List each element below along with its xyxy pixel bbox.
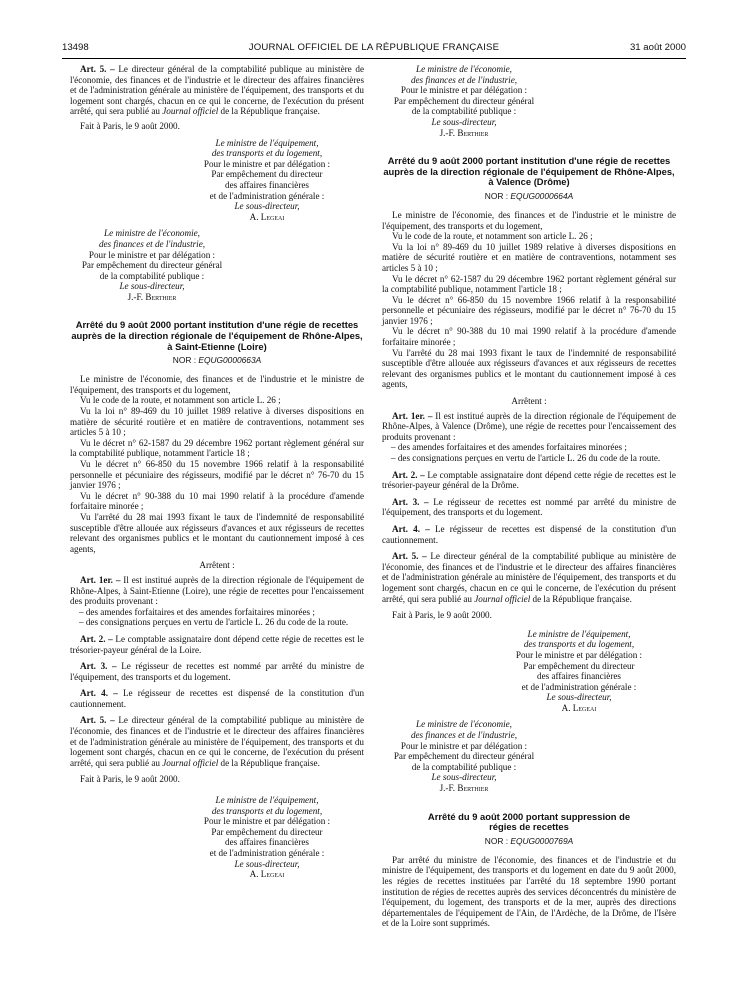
article-4: Art. 4. – Le régisseur de recettes est dispensé de la constitution d'un cautionnement. — [382, 523, 677, 545]
list-item: – des consignations perçues en vertu de l'article L. 26 du code de la route. — [391, 453, 661, 463]
visa: Vu le décret n° 90-388 du 10 mai 1990 relatif à la procédure d'amende forfaitaire minorée ; — [70, 490, 364, 512]
preamble: Le ministre de l'économie, des finances et de l'industrie et le ministre de l'équipement, des transports et du logement, — [382, 209, 676, 231]
signature-equipement: Le ministre de l'équipement, des transports et du logement, Pour le ministre et par délégation : Par empêchement du directeur des affaires financières et de l'administration générale : Le sous-directeur, A. Legeai — [203, 795, 331, 880]
list-item: – des amendes forfaitaires et des amendes forfaitaires minorées ; — [79, 606, 315, 617]
arretent: Arrêtent : — [199, 560, 235, 571]
article-5: Art. 5. – Le directeur général de la comptabilité publique au ministère de l'économie, des finances et de l'industrie et le directeur des affaires financières et de l'administration générale au ministère de l'équipement, des transports et du logement sont chargés, chacun en ce qui le concerne, de l'exécution du présent arrêté, qui sera publié au Journal officiel de la République française. — [382, 551, 676, 604]
issue-date: 31 août 2000 — [629, 42, 686, 53]
visa: Vu le code de la route, et notamment son article L. 26 ; — [80, 395, 281, 406]
page-header — [62, 42, 686, 59]
visa: Vu la loi n° 89-469 du 10 juillet 1989 relative à diverses dispositions en matière de sécurité routière et en matière de contraventions, notamment ses articles 5 à 10 ; — [70, 406, 364, 438]
visa: Vu le décret n° 62-1587 du 29 décembre 1962 portant règlement général sur la comptabilité publique, notamment l'article 18 ; — [382, 273, 676, 295]
article-2: Art. 2. – Le comptable assignataire dont dépend cette régie de recettes est le trésorier-payeur général de la Loire. — [70, 633, 364, 655]
list-item: – des consignations perçues en vertu de l'article L. 26 du code de la route. — [79, 617, 349, 628]
arretent: Arrêtent : — [511, 396, 547, 407]
suppression-text: Par arrêté du ministre de l'économie, des finances et de l'industrie et du ministre de l'équipement, des transports et du logement en date du 9 août 2000, les régies de recettes instituées par l'arrêté du 18 septembre 1990 portant institution de régies de recettes auprès des services déconcentrés du ministère de l'équipement, du logement, des transports et de la mer, auprès des directions départementales de l'équipement de l'Ain, de l'Ardèche, de la Drôme, de l'Isère et de la Loire sont supprimés. — [382, 854, 676, 929]
right-column — [382, 64, 676, 929]
signature-economie: Le ministre de l'économie, des finances et de l'industrie, Pour le ministre et par délégation : Par empêchement du directeur général de la comptabilité publique : Le sous-directeur, J.-F. Berthier — [81, 228, 223, 302]
nor-reference: NOR : EQUG0000769A — [484, 835, 574, 846]
journal-title: JOURNAL OFFICIEL DE LA RÉPUBLIQUE FRANÇAISE — [248, 42, 500, 53]
left-column — [70, 64, 364, 880]
article-3: Art. 3. – Le régisseur de recettes est nommé par arrêté du ministre de l'équipement, des transports et du logement. — [382, 496, 677, 518]
article-4: Art. 4. – Le régisseur de recettes est dispensé de la constitution d'un cautionnement. — [70, 688, 365, 709]
visa: Vu le décret n° 66-850 du 15 novembre 1966 relatif à la responsabilité personnelle et pécuniaire des régisseurs, modifié par le décret n° 76-70 du 15 janvier 1976 ; — [382, 294, 676, 326]
decree-title-saint-etienne: Arrêté du 9 août 2000 portant institution d'une régie de recettes auprès de la direction régionale de l'équipement de Rhône-Alpes, à Saint-Etienne (Loire) — [71, 319, 363, 352]
fait-a-paris: Fait à Paris, le 9 août 2000. — [392, 610, 492, 621]
visa: Vu le décret n° 90-388 du 10 mai 1990 relatif à la procédure d'amende forfaitaire minorée ; — [382, 326, 676, 348]
article-5: Art. 5. – Le directeur général de la comptabilité publique au ministère de l'économie, des finances et de l'industrie et le directeur des affaires financières et de l'administration générale au ministère de l'équipement, des transports et du logement sont chargés, chacun en ce qui le concerne, de l'exécution du présent arrêté, qui sera publié au Journal officiel de la République française. — [70, 715, 364, 768]
article-3: Art. 3. – Le régisseur de recettes est nommé par arrêté du ministre de l'équipement, des transports et du logement. — [70, 661, 365, 682]
visa: Vu le décret n° 66-850 du 15 novembre 1966 relatif à la responsabilité personnelle et pécuniaire des régisseurs, modifié par le décret n° 76-70 du 15 janvier 1976 ; — [70, 459, 364, 491]
decree-title-suppression: Arrêté du 9 août 2000 portant suppression de régies de recettes — [427, 810, 631, 833]
signature-economie: Le ministre de l'économie, des finances et de l'industrie, Pour le ministre et par délégation : Par empêchement du directeur général de la comptabilité publique : Le sous-directeur, J.-F. Berthier — [393, 719, 535, 794]
preamble: Le ministre de l'économie, des finances et de l'industrie et le ministre de l'équipement, des transports et du logement, — [70, 374, 364, 395]
article-1: Art. 1er. – Il est institué auprès de la direction régionale de l'équipement de Rhône-Alpes, à Valence (Drôme), une régie de recettes pour l'encaissement des produits provenant : – des amendes forfaitaires et des amendes forfaitaires minorées ; – des consignations perçues en vertu de l'article L. 26 du code de la route. — [382, 410, 676, 463]
fait-a-paris: Fait à Paris, le 9 août 2000. — [80, 774, 180, 785]
nor-reference: NOR : EQUG0000664A — [484, 190, 574, 201]
article-2: Art. 2. – Le comptable assignataire dont dépend cette régie de recettes est le trésorier-payeur général de la Drôme. — [382, 469, 676, 491]
decree-title-valence: Arrêté du 9 août 2000 portant institution d'une régie de recettes auprès de la direction régionale de l'équipement de Rhône-Alpes, à Valence (Drôme) — [383, 155, 675, 188]
visa: Vu le code de la route, et notamment son article L. 26 ; — [392, 231, 593, 242]
article-1: Art. 1er. – Il est institué auprès de la direction régionale de l'équipement de Rhône-Alpes, à Saint-Etienne (Loire), une régie de recettes pour l'encaissement des produits provenant : – des amendes forfaitaires et des amendes forfaitaires minorées ; – des consignations perçues en vertu de l'article L. 26 du code de la route. — [70, 574, 364, 628]
visa: Vu l'arrêté du 28 mai 1993 fixant le taux de l'indemnité de responsabilité susceptible d'être allouée aux régisseurs d'avances et aux régisseurs de recettes relevant des organismes publics et le montant du cautionnement imposé à ces agents, — [70, 511, 364, 554]
list-item: – des amendes forfaitaires et des amendes forfaitaires minorées ; — [391, 442, 627, 453]
fait-a-paris: Fait à Paris, le 9 août 2000. — [80, 120, 180, 131]
visa: Vu le décret n° 62-1587 du 29 décembre 1962 portant règlement général sur la comptabilité publique, notamment l'article 18 ; — [70, 437, 364, 459]
signature-economie: Le ministre de l'économie, des finances et de l'industrie, Pour le ministre et par délégation : Par empêchement du directeur général de la comptabilité publique : Le sous-directeur, J.-F. Berthier — [393, 64, 535, 138]
visa: Vu la loi n° 89-469 du 10 juillet 1989 relative à diverses dispositions en matière de sécurité routière et en matière de contraventions, notamment ses articles 5 à 10 ; — [382, 241, 676, 273]
article-5-top: Art. 5. – Le directeur général de la comptabilité publique au ministère de l'économie, des finances et de l'industrie et le directeur des affaires financières et de l'administration générale au ministère de l'équipement, des transports et du logement sont chargés, chacun en ce qui le concerne, de l'exécution du présent arrêté, qui sera publié au Journal officiel de la République française. — [70, 64, 364, 117]
visa: Vu l'arrêté du 28 mai 1993 fixant le taux de l'indemnité de responsabilité susceptible d'être allouée aux régisseurs d'avances et aux régisseurs de recettes relevant des organismes publics et le montant du cautionnement imposé à ces agents, — [382, 347, 676, 390]
page-number: 13498 — [62, 42, 89, 53]
signature-equipement: Le ministre de l'équipement, des transports et du logement, Pour le ministre et par délégation : Par empêchement du directeur des affaires financières et de l'administration générale : Le sous-directeur, A. Legeai — [203, 137, 331, 222]
signature-equipement: Le ministre de l'équipement, des transports et du logement, Pour le ministre et par délégation : Par empêchement du directeur des affaires financières et de l'administration générale : Le sous-directeur, A. Legeai — [515, 628, 643, 713]
nor-reference: NOR : EQUG0000663A — [172, 355, 262, 366]
